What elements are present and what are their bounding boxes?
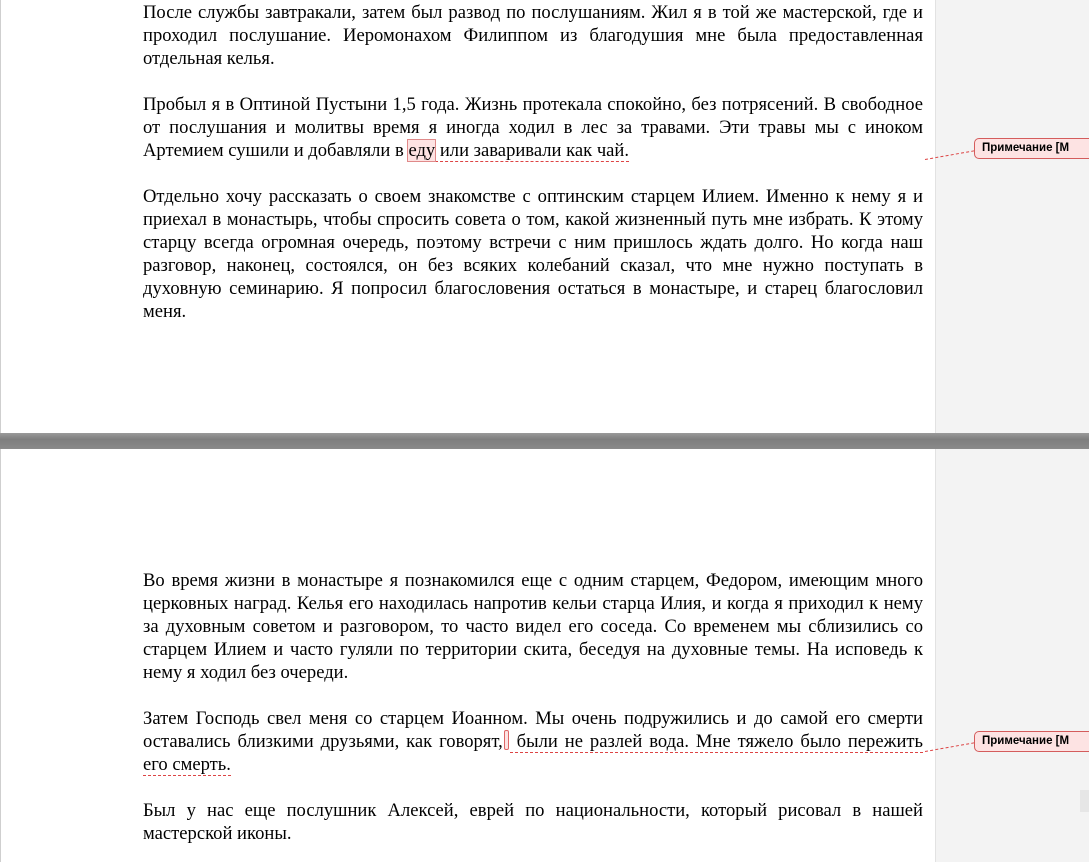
- paragraph[interactable]: [143, 707, 923, 776]
- page-separator: [0, 433, 1089, 449]
- comment-balloon[interactable]: Примечание [M: [974, 731, 1089, 752]
- scrollbar-fragment[interactable]: [1080, 790, 1089, 812]
- commented-text[interactable]: еду: [408, 140, 436, 161]
- comment-anchor-marker[interactable]: [504, 730, 509, 750]
- paragraph[interactable]: Был у нас еще послушник Алексей, еврей по национальности, который рисовал в нашей мастерской иконы.: [143, 800, 923, 844]
- page-1-text[interactable]: [143, 1, 923, 323]
- paragraph[interactable]: [143, 93, 923, 162]
- paragraph-text: Пробыл я в Оптиной Пустыни 1,5 года. Жизнь протекала спокойно, без потрясений. В свободное от послушания и молитвы время я иногда ходил в лес за травами. Эти травы мы с иноком Артемием сушили и добавляли в: [143, 94, 923, 161]
- paragraph-text: или заваривали как чай.: [435, 140, 630, 161]
- page-2-text[interactable]: [143, 569, 923, 845]
- paragraph-text: Затем Господь свел меня со старцем Иоанном. Мы очень подружились и до самой его смерти оставались близкими друзьями, как говорят,: [143, 708, 923, 752]
- paragraph[interactable]: Отдельно хочу рассказать о своем знакомстве с оптинским старцем Илием. Именно к нему я и приехал в монастырь, чтобы спросить совета о том, какой жизненный путь мне избрать. К этому старцу всегда огромная очередь, поэтому встречи с ним пришлось ждать долго. Но когда наш разговор, наконец, состоялся, он без всяких колебаний сказал, что мне нужно поступать в духовную семинарию. Я попросил благословения остаться в монастыре, и старец благословил меня.: [143, 186, 923, 322]
- paragraph[interactable]: После службы завтракали, затем был развод по послушаниям. Жил я в той же мастерской, где и проходил послушание. Иеромонахом Филиппом из благодушия мне была предоставленная отдельная келья.: [143, 2, 923, 69]
- comment-balloon[interactable]: Примечание [M: [974, 138, 1089, 159]
- comment-margin-2: [935, 449, 1089, 862]
- paragraph-text: были не разлей вода. Мне тяжело было пережить его смерть.: [143, 731, 923, 775]
- paragraph[interactable]: Во время жизни в монастыре я познакомился еще с одним старцем, Федором, имеющим много церковных наград. Келья его находилась напротив кельи старца Илия, и когда я приходил к нему за духовным советом и разговором, то часто видел его соседа. Со временем мы сблизились со старцем Илием и часто гуляли по территории скита, беседуя на духовные темы. На исповедь к нему я ходил без очереди.: [143, 570, 923, 683]
- comment-margin-1: [935, 0, 1089, 433]
